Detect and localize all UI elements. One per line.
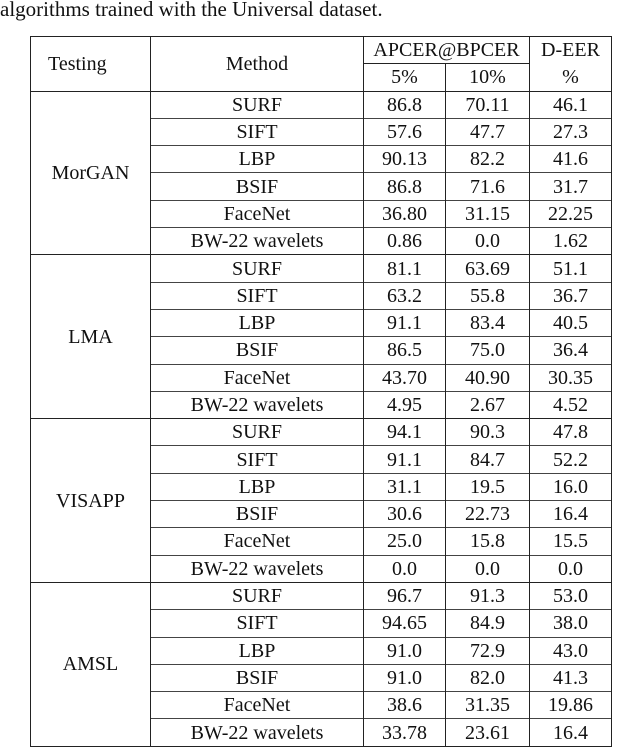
table-row bbox=[31, 255, 612, 282]
method-cell: FaceNet bbox=[151, 364, 364, 391]
apcer-10-cell: 47.7 bbox=[446, 118, 530, 145]
method-cell: FaceNet bbox=[151, 692, 364, 719]
apcer-10-cell: 83.4 bbox=[446, 309, 530, 336]
deer-cell: 0.0 bbox=[530, 555, 612, 582]
apcer-10-cell: 82.0 bbox=[446, 664, 530, 691]
apcer-10-cell: 55.8 bbox=[446, 282, 530, 309]
deer-cell: 52.2 bbox=[530, 446, 612, 473]
apcer-10-cell: 91.3 bbox=[446, 582, 530, 609]
deer-cell: 22.25 bbox=[530, 200, 612, 227]
method-cell: LBP bbox=[151, 473, 364, 500]
header-apcer-5: 5% bbox=[364, 64, 446, 91]
method-cell: BW-22 wavelets bbox=[151, 719, 364, 746]
apcer-5-cell: 91.0 bbox=[364, 664, 446, 691]
method-cell: BSIF bbox=[151, 173, 364, 200]
table-row bbox=[31, 91, 612, 118]
table-header bbox=[31, 37, 612, 92]
apcer-10-cell: 2.67 bbox=[446, 391, 530, 418]
deer-cell: 41.6 bbox=[530, 146, 612, 173]
method-cell: SURF bbox=[151, 255, 364, 282]
apcer-5-cell: 91.1 bbox=[364, 309, 446, 336]
apcer-5-cell: 36.80 bbox=[364, 200, 446, 227]
apcer-5-cell: 0.86 bbox=[364, 228, 446, 255]
deer-cell: 51.1 bbox=[530, 255, 612, 282]
method-cell: LBP bbox=[151, 146, 364, 173]
method-cell: LBP bbox=[151, 309, 364, 336]
apcer-10-cell: 72.9 bbox=[446, 637, 530, 664]
apcer-10-cell: 31.15 bbox=[446, 200, 530, 227]
table-body bbox=[31, 91, 612, 746]
deer-cell: 27.3 bbox=[530, 118, 612, 145]
deer-cell: 40.5 bbox=[530, 309, 612, 336]
method-cell: SIFT bbox=[151, 610, 364, 637]
deer-cell: 15.5 bbox=[530, 528, 612, 555]
apcer-5-cell: 90.13 bbox=[364, 146, 446, 173]
apcer-10-cell: 90.3 bbox=[446, 419, 530, 446]
apcer-5-cell: 63.2 bbox=[364, 282, 446, 309]
apcer-10-cell: 31.35 bbox=[446, 692, 530, 719]
method-cell: FaceNet bbox=[151, 528, 364, 555]
deer-cell: 36.4 bbox=[530, 337, 612, 364]
apcer-10-cell: 84.9 bbox=[446, 610, 530, 637]
testing-dataset-cell: LMA bbox=[31, 255, 151, 419]
apcer-5-cell: 91.1 bbox=[364, 446, 446, 473]
deer-cell: 31.7 bbox=[530, 173, 612, 200]
apcer-5-cell: 96.7 bbox=[364, 582, 446, 609]
apcer-5-cell: 86.5 bbox=[364, 337, 446, 364]
apcer-5-cell: 94.1 bbox=[364, 419, 446, 446]
method-cell: SURF bbox=[151, 91, 364, 118]
method-cell: BSIF bbox=[151, 501, 364, 528]
apcer-5-cell: 25.0 bbox=[364, 528, 446, 555]
apcer-5-cell: 0.0 bbox=[364, 555, 446, 582]
testing-dataset-cell: AMSL bbox=[31, 582, 151, 746]
method-cell: BSIF bbox=[151, 337, 364, 364]
header-apcer: APCER@BPCER bbox=[364, 37, 530, 64]
apcer-10-cell: 70.11 bbox=[446, 91, 530, 118]
header-apcer-10: 10% bbox=[446, 64, 530, 91]
deer-cell: 16.4 bbox=[530, 719, 612, 746]
method-cell: SIFT bbox=[151, 282, 364, 309]
method-cell: SURF bbox=[151, 582, 364, 609]
apcer-10-cell: 0.0 bbox=[446, 555, 530, 582]
deer-cell: 38.0 bbox=[530, 610, 612, 637]
apcer-5-cell: 38.6 bbox=[364, 692, 446, 719]
results-table bbox=[30, 36, 612, 747]
apcer-5-cell: 91.0 bbox=[364, 637, 446, 664]
deer-cell: 30.35 bbox=[530, 364, 612, 391]
apcer-10-cell: 23.61 bbox=[446, 719, 530, 746]
header-deer: D-EER bbox=[530, 37, 612, 64]
apcer-5-cell: 31.1 bbox=[364, 473, 446, 500]
method-cell: SIFT bbox=[151, 446, 364, 473]
apcer-5-cell: 81.1 bbox=[364, 255, 446, 282]
method-cell: SURF bbox=[151, 419, 364, 446]
apcer-10-cell: 75.0 bbox=[446, 337, 530, 364]
deer-cell: 47.8 bbox=[530, 419, 612, 446]
testing-dataset-cell: VISAPP bbox=[31, 419, 151, 583]
deer-cell: 53.0 bbox=[530, 582, 612, 609]
method-cell: BW-22 wavelets bbox=[151, 555, 364, 582]
method-cell: LBP bbox=[151, 637, 364, 664]
header-testing: Testing bbox=[31, 37, 151, 92]
deer-cell: 16.0 bbox=[530, 473, 612, 500]
apcer-5-cell: 43.70 bbox=[364, 364, 446, 391]
apcer-10-cell: 82.2 bbox=[446, 146, 530, 173]
header-method: Method bbox=[151, 37, 364, 92]
method-cell: BSIF bbox=[151, 664, 364, 691]
testing-dataset-cell: MorGAN bbox=[31, 91, 151, 255]
deer-cell: 4.52 bbox=[530, 391, 612, 418]
deer-cell: 41.3 bbox=[530, 664, 612, 691]
deer-cell: 16.4 bbox=[530, 501, 612, 528]
method-cell: SIFT bbox=[151, 118, 364, 145]
deer-cell: 43.0 bbox=[530, 637, 612, 664]
header-deer-unit: % bbox=[530, 64, 612, 91]
apcer-10-cell: 63.69 bbox=[446, 255, 530, 282]
deer-cell: 36.7 bbox=[530, 282, 612, 309]
apcer-5-cell: 30.6 bbox=[364, 501, 446, 528]
apcer-10-cell: 0.0 bbox=[446, 228, 530, 255]
apcer-10-cell: 84.7 bbox=[446, 446, 530, 473]
method-cell: BW-22 wavelets bbox=[151, 228, 364, 255]
apcer-10-cell: 40.90 bbox=[446, 364, 530, 391]
table-caption: algorithms trained with the Universal dataset. bbox=[0, 0, 383, 21]
apcer-5-cell: 4.95 bbox=[364, 391, 446, 418]
apcer-10-cell: 22.73 bbox=[446, 501, 530, 528]
apcer-5-cell: 33.78 bbox=[364, 719, 446, 746]
apcer-5-cell: 86.8 bbox=[364, 91, 446, 118]
deer-cell: 1.62 bbox=[530, 228, 612, 255]
deer-cell: 46.1 bbox=[530, 91, 612, 118]
apcer-5-cell: 94.65 bbox=[364, 610, 446, 637]
deer-cell: 19.86 bbox=[530, 692, 612, 719]
apcer-5-cell: 57.6 bbox=[364, 118, 446, 145]
apcer-10-cell: 19.5 bbox=[446, 473, 530, 500]
table-row bbox=[31, 419, 612, 446]
table-row bbox=[31, 582, 612, 609]
method-cell: BW-22 wavelets bbox=[151, 391, 364, 418]
method-cell: FaceNet bbox=[151, 200, 364, 227]
apcer-10-cell: 15.8 bbox=[446, 528, 530, 555]
apcer-10-cell: 71.6 bbox=[446, 173, 530, 200]
apcer-5-cell: 86.8 bbox=[364, 173, 446, 200]
